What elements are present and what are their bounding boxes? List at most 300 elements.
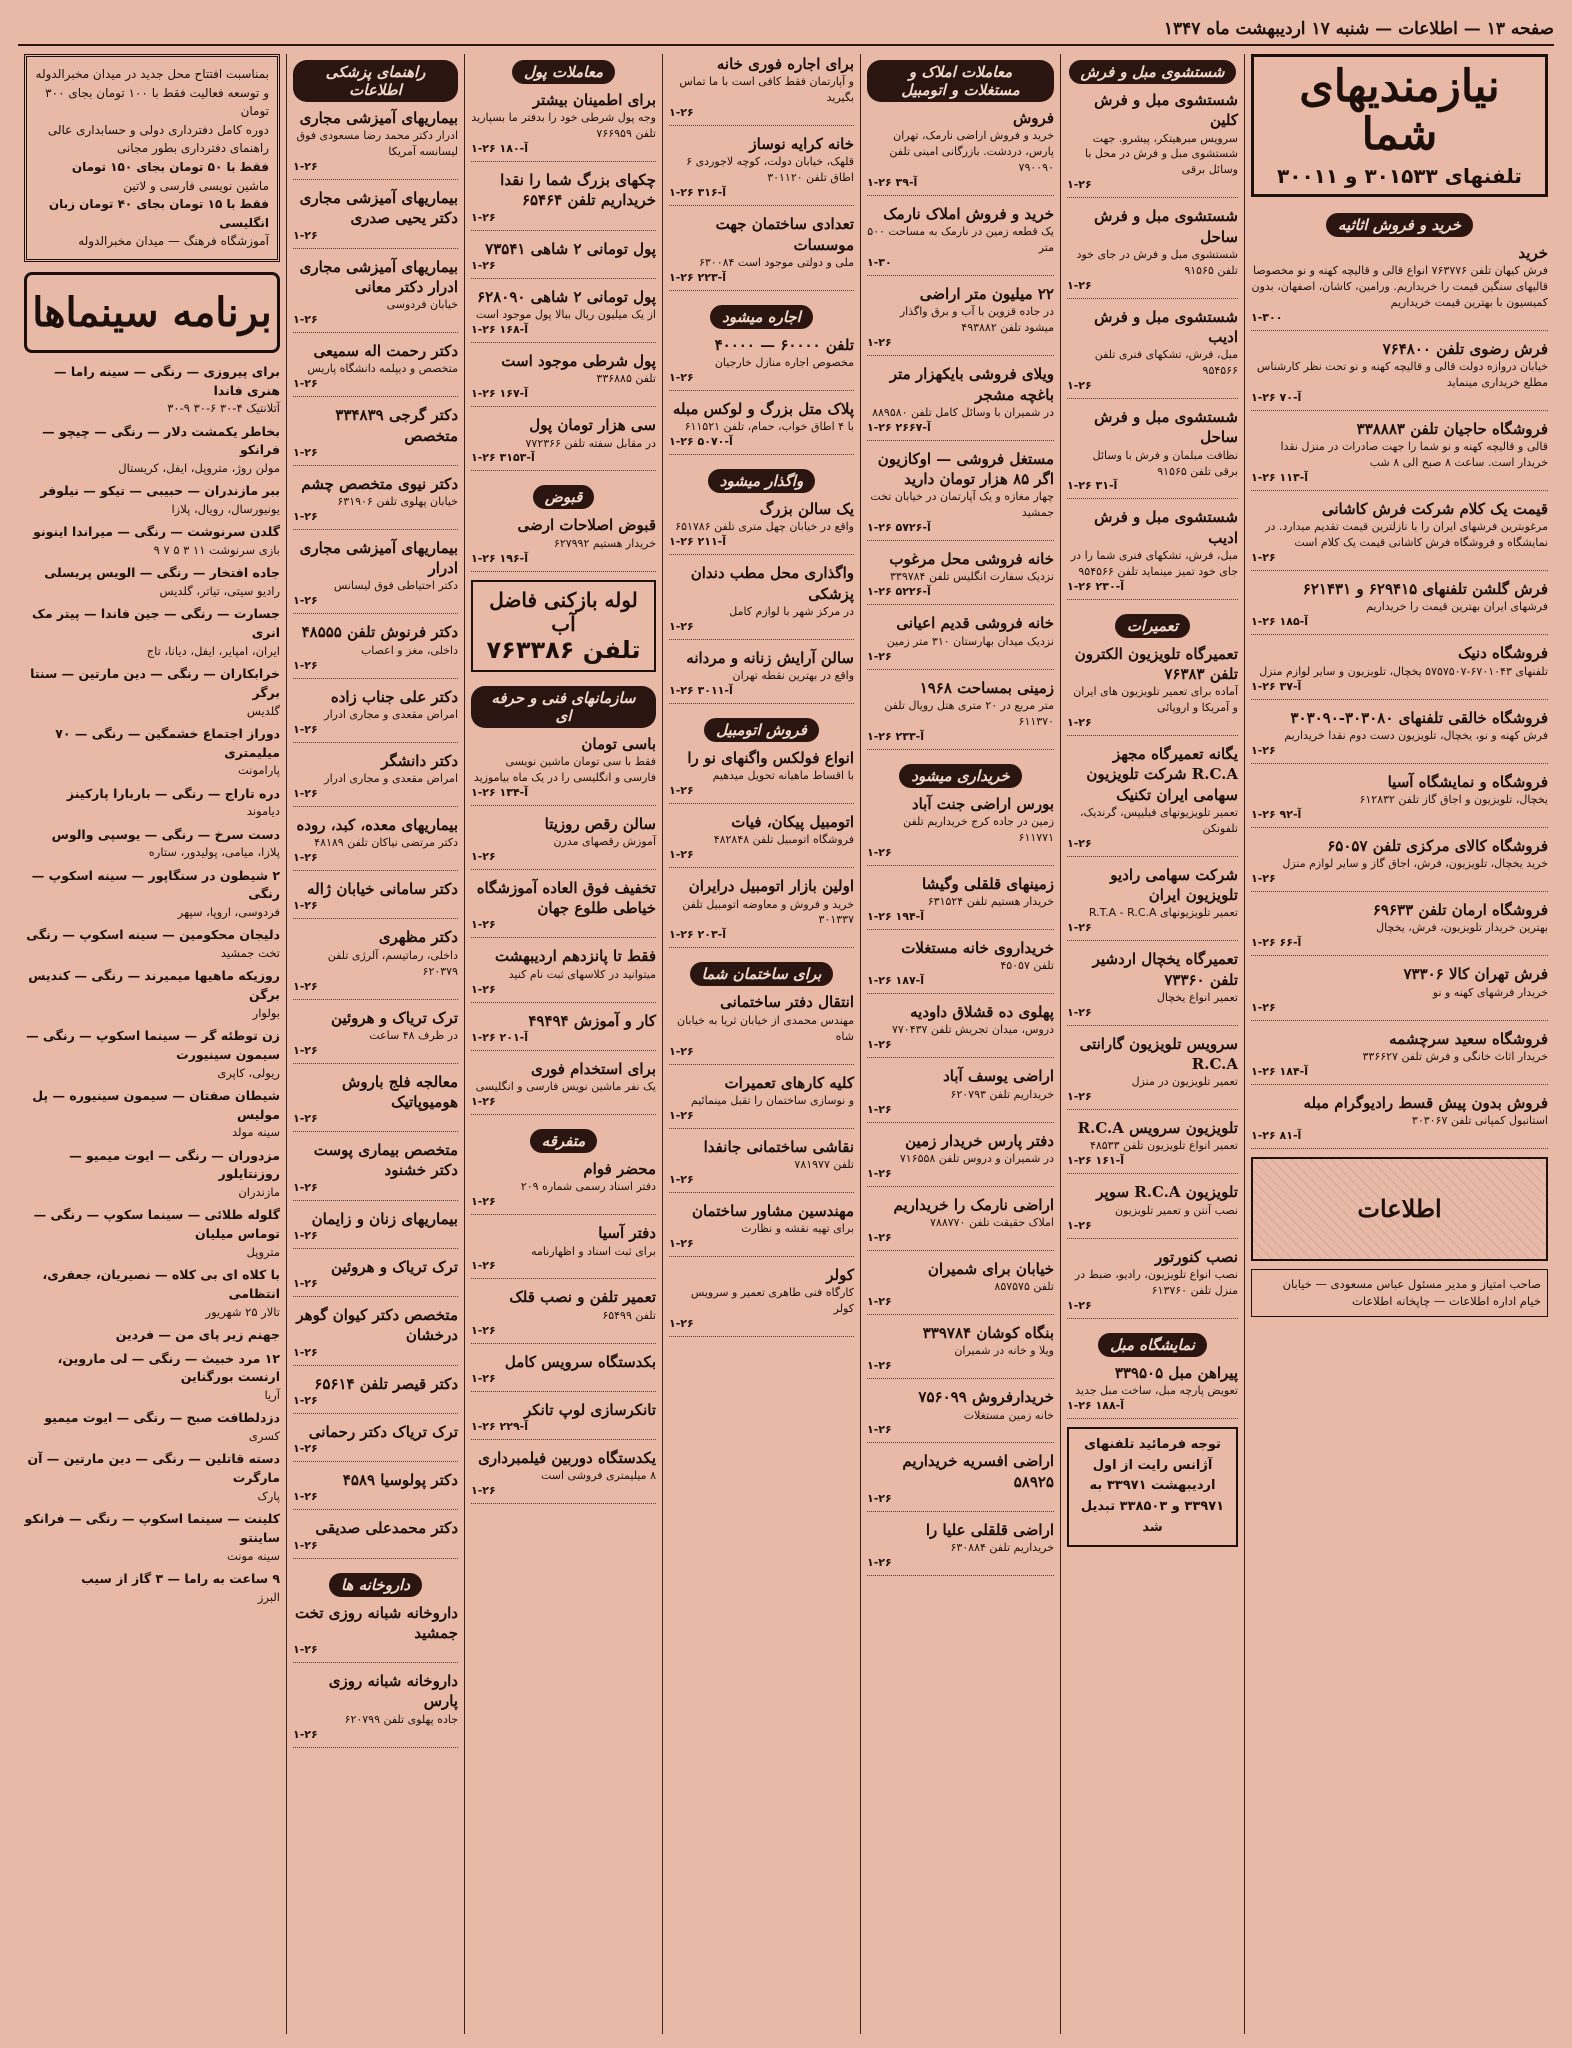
ad-code: ۱-۲۶ [293, 786, 318, 800]
ad-code: ۱-۳۰۰ [1251, 310, 1283, 324]
ad-code: ۱-۲۶ [293, 1393, 318, 1407]
publisher-footer: صاحب امتیاز و مدیر مسئول عباس مسعودی — خیابان خیام اداره اطلاعات — چاپخانه اطلاعات [1251, 1269, 1548, 1318]
ad-title: فقط تا پانزدهم اردیبهشت [495, 947, 656, 966]
ad-code: ۱-۲۶ ۳۷-آ [1251, 679, 1302, 693]
film-venues: آریا [264, 1388, 280, 1403]
ad-body: زمین در جاده کرج خریداریم تلفن ۶۱۱۷۷۱ [903, 814, 1054, 844]
ad-body: تلفنهای ۶۷۰۱۰۴۳-۵۷۵۷۵۰۷ یخچال، تلویزیون و سایر لوازم منزل [1259, 664, 1548, 678]
ad-code: ۱-۲۶ [471, 1195, 496, 1209]
ad-title: فروش بدون پیش قسط رادیوگرام مبله [1303, 1093, 1548, 1112]
film-title: روزیکه ماهیها میمیرند — رنگی — کندیس برگن [28, 968, 280, 1003]
ad-code: ۱-۲۶ [1067, 1218, 1092, 1232]
ad-body: تلفن ۳۳۶۸۸۵ [596, 372, 656, 386]
ad-body: نظافت مبلمان و فرش با وسائل برقی تلفن ۹۱۵۶۵ [1092, 448, 1238, 478]
ad-code: ۱-۲۶ ۲۰۱-آ [471, 1030, 529, 1044]
classified-ad [293, 538, 458, 614]
classified-ad [471, 415, 656, 471]
classified-ad [471, 946, 656, 1002]
film-title: شیطان صفتان — سیمون سینیوره — پل مولیس [32, 1087, 280, 1122]
classified-ad [867, 1387, 1054, 1443]
drain-service-box [471, 580, 656, 672]
ad-code: ۱-۲۶ ۱۹۴-آ [867, 909, 925, 923]
ad-title: دکتر علی جناب زاده [330, 687, 458, 706]
ad-code: ۱-۲۶ ۱۸۰-آ [471, 142, 529, 156]
film-title: با کلاه ای بی کلاه — نصیریان، جعفری، انتظامی [42, 1267, 280, 1301]
ad-list [1067, 90, 1238, 600]
ad-code: ۱-۲۶ [471, 918, 496, 932]
film-venues: یونیورسال، رویال، پلازا [171, 502, 280, 517]
classified-ad [293, 687, 458, 743]
ad-body: خریدار هستیم تلفن ۶۳۱۵۲۴ [927, 895, 1054, 908]
classified-ad [1251, 772, 1548, 828]
section-heading: اجاره میشود [710, 305, 813, 329]
classified-ad [1251, 419, 1548, 491]
ad-code: ۱-۲۶ ۲۳۰-آ [1067, 579, 1125, 593]
ad-title: دکتر رحمت اله سمیعی [313, 342, 458, 361]
ad-title: اراضی یوسف آباد [943, 1067, 1054, 1086]
film-title: ۱۲ مرد خبیث — رنگی — لی ماروین، ارنست بورگناین [57, 1350, 280, 1385]
film-venues: ایران، امپایر، ایفل، دیانا، تاج [146, 643, 280, 658]
film-title: ۲ شیطون در سنگاپور — سینه اسکوپ — رنگی [31, 867, 280, 902]
classified-ad [1067, 90, 1238, 198]
ad-title: پهلوی ده قشلاق داودیه [910, 1003, 1054, 1022]
issue-date: شنبه ۱۷ اردیبهشت ماه ۱۳۴۷ [1163, 19, 1370, 39]
ad-body: در ظرف ۴۸ ساعت [369, 1028, 458, 1042]
ad-code: ۱-۲۶ [867, 1102, 892, 1116]
classified-ad [1067, 1034, 1238, 1110]
ad-body: در مقابل سفته تلفن ۷۷۲۳۶۶ [525, 436, 656, 450]
ad-code: ۱-۲۶ ۳۱-آ [1067, 479, 1118, 493]
cinema-listing [24, 826, 280, 862]
classified-ad [1251, 643, 1548, 699]
classified-ad [1251, 964, 1548, 1020]
classified-ad [293, 108, 458, 180]
ad-body: در شمیران و دروس تلفن ۷۱۶۵۵۸ [899, 1151, 1054, 1165]
ad-code: ۱-۲۶ [293, 1727, 318, 1741]
cinema-listing [24, 363, 280, 418]
ad-title: یگانه تعمیرگاه مجهز R.C.A شرکت تلویزیون سهامی ایران تکنیک [1086, 745, 1238, 804]
ad-title: دکتر پولوسیا ۴۵۸۹ [342, 1471, 458, 1490]
film-title: گلوله طلائی — سینما سکوپ — رنگی — توماس میلیان [33, 1207, 280, 1242]
ad-body: تلفن ۴۵۰۵۷ [1000, 959, 1054, 973]
classified-ad [1067, 206, 1238, 298]
classified-ad [293, 1008, 458, 1064]
ad-title: کلیه کارهای تعمیرات [724, 1073, 854, 1092]
ad-title: برای اجاره فوری خانه [716, 55, 854, 73]
ad-title: اراضی قلقلی علیا را [925, 1520, 1054, 1539]
cinema-listing [24, 564, 280, 600]
ad-code: ۱-۲۶ [293, 1490, 318, 1504]
ad-code: ۱-۲۶ [1067, 1298, 1092, 1312]
classified-ad [669, 563, 854, 639]
ad-code: ۱-۲۶ [669, 784, 694, 798]
classified-ad [293, 405, 458, 466]
ad-body: امراض مقعدی و مجاری ادرار [324, 707, 458, 721]
column-classifieds-carpet [1244, 54, 1554, 2034]
ad-code: ۱-۲۶ ۳۹-آ [867, 176, 918, 190]
ad-title: تعمیرگاه یخچال اردشیر تلفن ۷۳۳۶۰ [1092, 950, 1238, 989]
ad-code: ۱-۲۶ ۸۱-آ [1251, 1128, 1302, 1142]
ad-title: فروش [1012, 109, 1054, 127]
classified-ad [669, 648, 854, 704]
section-heading: سازمانهای فنی و حرفه ای [471, 686, 656, 728]
ad-list [1067, 644, 1238, 1319]
ad-body: قالی و قالیچه کهنه و نو شما را جهت صادرات در منزل نقدا خریدار است. ساعت ۸ صبح الی ۸ شب [1280, 440, 1548, 470]
classified-ad [471, 351, 656, 407]
ad-code: ۱-۲۶ [1251, 1000, 1276, 1014]
ad-title: بیماریهای زنان و زایمان [311, 1209, 458, 1228]
ad-title: سرویس تلویزیون گارانتی R.C.A [1079, 1034, 1238, 1073]
section-heading: راهنمای پزشکی اطلاعات [293, 60, 458, 102]
ad-code: ۱-۲۶ [867, 1423, 892, 1437]
newspaper-logo [1251, 1157, 1548, 1261]
ad-code: ۱-۲۶ [867, 1556, 892, 1570]
ad-title: شستشوی مبل و فرش ادیب [1094, 307, 1238, 346]
ad-title: ترک تریاک دکتر رحمانی [308, 1422, 458, 1441]
ad-code: ۱-۲۶ [293, 1345, 318, 1359]
classified-ad [669, 812, 854, 868]
ad-code: ۱-۲۶ [293, 1228, 318, 1242]
classified-ad [293, 474, 458, 530]
ad-title: بنگاه کوشان ۳۳۹۷۸۴ [922, 1324, 1054, 1343]
ad-body: ویلا و خانه در شمیران [954, 1344, 1054, 1358]
ad-title: مهندسین مشاور ساختمان [692, 1201, 854, 1220]
ad-code: ۱-۲۶ ۲۱۱-آ [669, 535, 727, 549]
ad-list [669, 335, 854, 455]
ad-list [471, 1159, 656, 1504]
ad-title: تانکرسازی لوپ تانکر [524, 1400, 656, 1419]
ad-title: یک سالن بزرگ [759, 500, 854, 519]
ad-code: ۱-۲۶ [669, 619, 694, 633]
classified-ad [1067, 1363, 1238, 1419]
classified-ad [867, 1323, 1054, 1379]
ad-code: ۱-۲۶ [471, 849, 496, 863]
film-title: زن توطئه گر — سینما اسکوپ — رنگی — سیمون سینیورت [26, 1028, 280, 1062]
film-venues: تالار ۲۵ شهریور [205, 1304, 280, 1319]
cinema-listing [24, 1266, 280, 1321]
ad-body: نزدیک سفارت انگلیس تلفن ۳۳۹۷۸۴ [890, 570, 1054, 584]
ad-body: میتوانید در کلاسهای ثبت نام کنید [508, 967, 656, 981]
cinema-listing [24, 725, 280, 780]
ad-title: فروشگاه حاجیان تلفن ۳۳۸۸۸۳ [1356, 419, 1548, 438]
film-title: دلیجان محکومین — سینه اسکوپ — رنگی [26, 927, 280, 943]
ad-title: فرش گلشن تلفنهای ۶۲۹۴۱۵ و ۶۲۱۴۳۱ [1302, 580, 1548, 599]
classified-ad [471, 170, 656, 231]
ad-title: باسی تومان [581, 734, 656, 753]
ad-body: دکتر احتیاطی فوق لیسانس [333, 579, 458, 593]
ad-code: ۱-۲۶ [293, 445, 318, 459]
page-label: صفحه ۱۳ [1486, 19, 1554, 39]
section-heading: خرید و فروش اثاثیه [1326, 213, 1473, 237]
classified-ad [867, 284, 1054, 356]
classified-ad [669, 499, 854, 555]
ad-code: ۱-۲۶ [471, 1095, 496, 1109]
ad-title: دکتر محمدعلی صدیقی [315, 1519, 458, 1538]
ad-code: ۱-۲۶ [1067, 836, 1092, 850]
ad-title: تعمیرگاه تلویزیون الکترون تلفن ۷۶۳۸۳ [1074, 644, 1238, 684]
section-heading: معاملات پول [512, 60, 615, 84]
ad-title: نصب کنورتور [1155, 1247, 1238, 1266]
ad-title: دفتر پارس خریدار زمین [905, 1131, 1054, 1150]
ad-title: فرش رضوی تلفن ۷۶۴۸۰۰ [1382, 339, 1548, 358]
cinema-listing [24, 1450, 280, 1505]
announcement-line: فقط با ۱۵ تومان بجای ۴۰ تومان زبان انگلیسی [48, 197, 269, 230]
ad-title: خانه فروشی قدیم اعیانی [896, 614, 1054, 633]
ad-title: پلاک متل بزرگ و لوکس مبله [672, 399, 854, 418]
ad-title: دکتر فرنوش تلفن ۴۸۵۵۵ [301, 623, 458, 642]
cinema-listing [24, 1570, 280, 1606]
ad-body: با اقساط ماهیانه تحویل میدهیم [712, 769, 854, 783]
film-title: جهنم زیر پای من — فردین [115, 1326, 280, 1342]
section-heading: تعمیرات [1115, 614, 1190, 638]
film-venues: فردوسی، اروپا، سپهر [177, 905, 280, 920]
classified-ad [471, 734, 656, 806]
classified-ad [1251, 339, 1548, 411]
cinema-listing [24, 1027, 280, 1082]
ad-code: ۱-۲۶ [293, 851, 318, 865]
ad-title: فروشگاه سعید سرچشمه [1389, 1029, 1548, 1048]
classified-ad [669, 1265, 854, 1337]
classified-ad [867, 1131, 1054, 1187]
ad-body: ۸ میلیمتری فروشی است [540, 1469, 656, 1483]
ad-code: ۱-۲۶ [293, 1442, 318, 1456]
ad-body: املاک حقیقت تلفن ۷۸۸۷۷۰ [930, 1215, 1054, 1229]
ad-body: داخلی، مغز و اعصاب [360, 643, 458, 657]
cinema-listing [24, 785, 280, 821]
classified-ad [293, 927, 458, 999]
ad-code: ۱-۲۶ [1251, 551, 1276, 565]
ad-code: ۱-۲۶ [293, 1538, 318, 1552]
columns [18, 54, 1554, 2034]
section-heading: فروش اتومبیل [704, 718, 819, 742]
ad-body: جاده پهلوی تلفن ۶۲۰۷۹۹ [344, 1712, 458, 1726]
film-venues: پلازا، میامی، پولیدور، ستاره [148, 845, 280, 860]
announcement-line: فقط با ۵۰ تومان بجای ۱۵۰ تومان [71, 159, 269, 174]
classified-ad [1251, 1029, 1548, 1085]
ad-title: بیماریهای آمیزشی مجاری ادرار دکتر معانی [299, 257, 458, 296]
ad-body: یخچال، تلویزیون و اجاق گاز تلفن ۶۱۲۸۳۲ [1359, 793, 1548, 807]
ad-title: دکتر قیصر تلفن ۶۵۶۱۴ [314, 1374, 458, 1393]
ad-title: شستشوی مبل و فرش کلین [1094, 91, 1238, 130]
ad-body: خریدار فرشهای کهنه و نو [1432, 985, 1548, 999]
ad-title: اتومبیل پیکان، فیات [731, 813, 854, 832]
ad-code: ۱-۲۶ ۵۷۲۶-آ [867, 521, 931, 535]
ad-code: ۱-۲۶ [1067, 716, 1092, 730]
ad-code: ۱-۲۶ [867, 336, 892, 350]
classified-ad [293, 1257, 458, 1297]
ad-title: فرش تهران کالا ۷۳۳۰۶ [1403, 965, 1548, 984]
notice-box: توجه فرمائید تلفنهای آژانس رایت از اول اردیبهشت ۳۳۹۷۱ به ۳۳۹۷۱ و ۳۳۸۵۰۳ تبدیل شد [1067, 1427, 1238, 1547]
classified-ad [293, 1374, 458, 1414]
ad-title: انتقال دفتر ساختمانی [720, 993, 854, 1012]
ad-body: واقع در بهترین نقطه تهران [732, 668, 854, 682]
ad-code: ۱-۲۶ ۱۸۷-آ [867, 974, 925, 988]
section-heading: برای ساختمان شما [690, 962, 834, 986]
ad-code: ۱-۲۶ [471, 258, 496, 272]
ad-body: خیابان پهلوی تلفن ۶۳۱۹۰۶ [337, 495, 458, 508]
ad-code: ۱-۲۶ ۱۱۳-آ [1251, 471, 1309, 485]
ad-code: ۱-۲۶ [1067, 1005, 1092, 1019]
ad-code: ۱-۲۶ [471, 210, 496, 224]
ad-body: فرش کهنه و نو، یخچال، تلویزیون دست دوم نقدا خریداریم [1284, 728, 1548, 742]
ad-title: تعمیر تلفن و نصب قلک [509, 1288, 656, 1307]
ad-body: آماده برای تعمیر تلویزیون های ایران و آمریکا و اروپائی [1073, 685, 1238, 715]
classified-ad [1251, 243, 1548, 331]
film-venues: کسری [248, 1429, 280, 1444]
ad-title: سالن آرایش زنانه و مردانه [686, 648, 854, 667]
classified-ad [867, 1451, 1054, 1512]
film-venues: رادیو سیتی، تیاتر، گلدیس [159, 584, 280, 599]
ad-body: ملی و دولتی موجود است ۶۳۰۰۸۴ [698, 255, 854, 269]
ad-code: ۱-۲۶ ۳۱۵۳-آ [471, 451, 535, 465]
ad-title: بورس اراضی جنت آباد [911, 794, 1054, 813]
classified-ad [293, 815, 458, 871]
classified-ad [1251, 708, 1548, 764]
ad-title: خیابان برای شمیران [927, 1259, 1054, 1278]
ad-body: و آپارتمان فقط کافی است با ما تماس بگیرید [679, 75, 854, 105]
film-venues: سینه مولد [231, 1125, 280, 1140]
ad-title: دکتر سامانی خیابان ژاله [307, 880, 458, 899]
column-washing-repair [1060, 54, 1244, 2034]
ad-body: واقع در خیابان چهل متری تلفن ۶۵۱۷۸۶ [675, 520, 854, 534]
ad-body: خرید و فروش اراضی نارمک، تهران پارس، دردشت. بازرگانی امینی تلفن ۷۹۰۰۹۰ [889, 129, 1054, 175]
film-title: کلینت — سینما اسکوپ — رنگی — فرانکو ساینتو [24, 1511, 280, 1545]
ad-body: برای ثبت اسناد و اظهارنامه [531, 1244, 656, 1258]
ad-code: ۱-۲۶ [293, 722, 318, 736]
classified-ad [471, 1059, 656, 1115]
ad-code: ۱-۲۶ ۱۸۵-آ [1251, 615, 1309, 629]
ad-title: واگذاری محل مطب دندان پزشکی [690, 564, 854, 603]
ad-body: شستشوی مبل و فرش در جای خود تلفن ۹۱۵۶۵ [1076, 247, 1238, 277]
ad-title: مستغل فروشی — اوکازیون اگر ۸۵ هزار تومان دارید [877, 449, 1054, 488]
ad-code: ۱-۲۶ [669, 1108, 694, 1122]
ad-body: فرش کیهان تلفن ۷۶۳۷۷۶ انواع قالی و قالیچه کهنه و نو مخصوصا قالیهای سنگین قیمت را خریداریم. ورامین، کاشان، اصفهان، بدون کمیسیون با بهترین قیمت خریداریم [1251, 264, 1548, 309]
ad-title: متخصص دکتر کیوان گوهر درخشان [296, 1306, 458, 1345]
ad-list [1067, 1363, 1238, 1419]
classified-ad [867, 1520, 1054, 1576]
ad-title: شستشوی مبل و فرش ادیب [1094, 508, 1238, 547]
ad-title: سالن رقص روزیتا [544, 814, 656, 833]
film-title: جاده افتخار — رنگی — الویس پریسلی [44, 565, 280, 581]
ad-code: ۱-۲۶ [867, 1359, 892, 1373]
ad-code: ۱-۲۶ [669, 848, 694, 862]
ad-body: نزدیک میدان بهارستان ۳۱۰ متر زمین [886, 634, 1054, 648]
classified-ad [471, 878, 656, 939]
film-title: خرابکاران — رنگی — دین مارتین — سنتا برگر [30, 666, 280, 700]
ad-code: ۱-۲۶ [293, 1277, 318, 1291]
ad-body: و نوسازی ساختمان را تقبل مینمائیم [690, 1093, 854, 1107]
ad-code: ۱-۲۶ [867, 1038, 892, 1052]
ad-code: ۱-۲۶ [1067, 1090, 1092, 1104]
section-heading: واگذار میشود [708, 469, 815, 493]
classified-ad [867, 364, 1054, 440]
ad-body: یک نفر ماشین نویس فارسی و انگلیسی [475, 1080, 656, 1094]
ad-code: ۱-۲۶ [1251, 872, 1276, 886]
classified-ad [669, 54, 854, 126]
film-title: مزدوران — رنگی — ایوت میمیو — روزنتایلور [69, 1147, 280, 1182]
ad-body: مخصوص اجاره منازل خارجیان [714, 355, 854, 369]
ad-code: ۱-۲۶ [293, 1643, 318, 1657]
film-title: جسارت — رنگی — جین فاندا — پیتر مک انری [32, 606, 280, 641]
classified-ad [669, 992, 854, 1064]
ad-code: ۱-۲۶ [293, 228, 318, 242]
classified-ad [867, 794, 1054, 866]
ad-code: ۱-۲۶ [867, 1295, 892, 1309]
ad-code: ۱-۲۶ ۲۲۳-آ [669, 270, 727, 284]
ad-body: آموزش رقصهای مدرن [553, 835, 656, 848]
ad-title: ویلای فروشی بایکهزار متر باغچه مشجر [889, 365, 1054, 404]
ad-title: قبوض اصلاحات ارضی [517, 516, 656, 535]
ad-body: با ۴ اطاق خواب، حمام، تلفن ۶۱۱۵۲۱ [684, 420, 854, 434]
section-heading: متفرقه [530, 1129, 598, 1153]
section-heading: معاملات املاک و مستغلات و اتومبیل [867, 60, 1054, 102]
ad-title: کولر [826, 1266, 854, 1285]
ad-body: مبل، فرش، تشکهای فنری تلفن ۹۵۴۵۶۶ [1094, 348, 1238, 378]
film-title: برای پیروزی — رنگی — سینه راما — هنری فاندا [54, 363, 280, 398]
ad-title: دکتر دانشگر [381, 751, 458, 770]
ad-list [669, 499, 854, 704]
classified-ad [669, 1201, 854, 1257]
ad-code: ۱-۲۶ [471, 1323, 496, 1337]
ad-list [471, 515, 656, 571]
ad-code: ۱-۲۶ ۲۶۶۷-آ [867, 420, 931, 434]
classified-ad [293, 1422, 458, 1462]
classified-ad [669, 399, 854, 455]
classified-ad [1067, 507, 1238, 599]
ad-code: ۱-۲۶ [471, 1371, 496, 1385]
ad-title: ترک تریاک و هروئین [331, 1257, 458, 1276]
ad-title: نقاشی ساختمانی جانفدا [703, 1137, 854, 1156]
ad-code: ۱-۲۶ ۵۰۷۰-آ [669, 435, 733, 449]
classified-ad [471, 1287, 656, 1343]
ad-code: ۱-۲۶ [293, 979, 318, 993]
ad-title: فروشگاه ارمان تلفن ۶۹۶۳۳ [1372, 901, 1548, 920]
classified-ad [293, 1140, 458, 1201]
ad-body: ادرار دکتر محمد رضا مسعودی فوق لیسانسه آمریکا [296, 129, 458, 159]
film-title: ببر مازندران — حبیبی — تیکو — نیلوفر [40, 483, 280, 499]
ad-body: مبل، فرش، تشکهای فنری شما را در جای خود تمیز مینماید تلفن ۹۵۴۵۶۶ [1070, 548, 1238, 578]
column-real-estate [860, 54, 1060, 2034]
classified-ad [471, 1400, 656, 1440]
ad-body: فروشگاه اتومبیل تلفن ۴۸۲۸۴۸ [713, 833, 854, 847]
classified-ad [1067, 949, 1238, 1025]
classified-ad [867, 108, 1054, 196]
ad-body: در مرکز شهر با لوازم کامل [729, 604, 854, 618]
classified-ad [669, 134, 854, 206]
classified-ad [471, 90, 656, 162]
ad-code: ۱-۲۶ ۵۲۲۶-آ [867, 585, 931, 599]
film-title: بخاطر یکمشت دلار — رنگی — چیچو — فرانکو [42, 423, 280, 458]
ad-code: ۱-۲۶ [471, 1484, 496, 1498]
ad-body: خرید یخچال، تلویزیون، فرش، اجاق گاز و سایر لوازم منزل [1282, 857, 1548, 871]
ad-code: ۱-۲۶ [669, 1044, 694, 1058]
ad-code: ۱-۲۶ [867, 649, 892, 663]
ad-body: نصب انواع تلویزیون، رادیو، ضبط در منزل تلفن ۶۱۳۷۶۰ [1074, 1267, 1238, 1297]
classified-ad [867, 678, 1054, 750]
ad-title: بیماریهای آمیزشی مجاری دکتر یحیی صدری [299, 189, 458, 228]
film-title: دزدلطافت صبح — رنگی — ایوت میمیو [44, 1410, 280, 1426]
ad-body: بهترین خریدار تلویزیون، فرش، یخچال [1376, 921, 1548, 935]
ad-title: تلفن ۶۰۰۰۰ — ۴۰۰۰۰ [714, 335, 854, 354]
classified-ad [1067, 644, 1238, 736]
cinema-listing [24, 1350, 280, 1405]
ad-title: شرکت سهامی رادیو تلویزیون ایران [1110, 865, 1238, 905]
ad-code: ۱-۲۶ [1067, 278, 1092, 292]
page-header: صفحه ۱۳ — اطلاعات — شنبه ۱۷ اردیبهشت ماه ۱۳۴۷ [18, 14, 1554, 46]
cinema-listing [24, 1206, 280, 1261]
classified-ad [867, 1066, 1054, 1122]
ad-title: چکهای بزرگ شما را نقدا خریداریم تلفن ۶۵۴۶۴ [500, 171, 656, 210]
